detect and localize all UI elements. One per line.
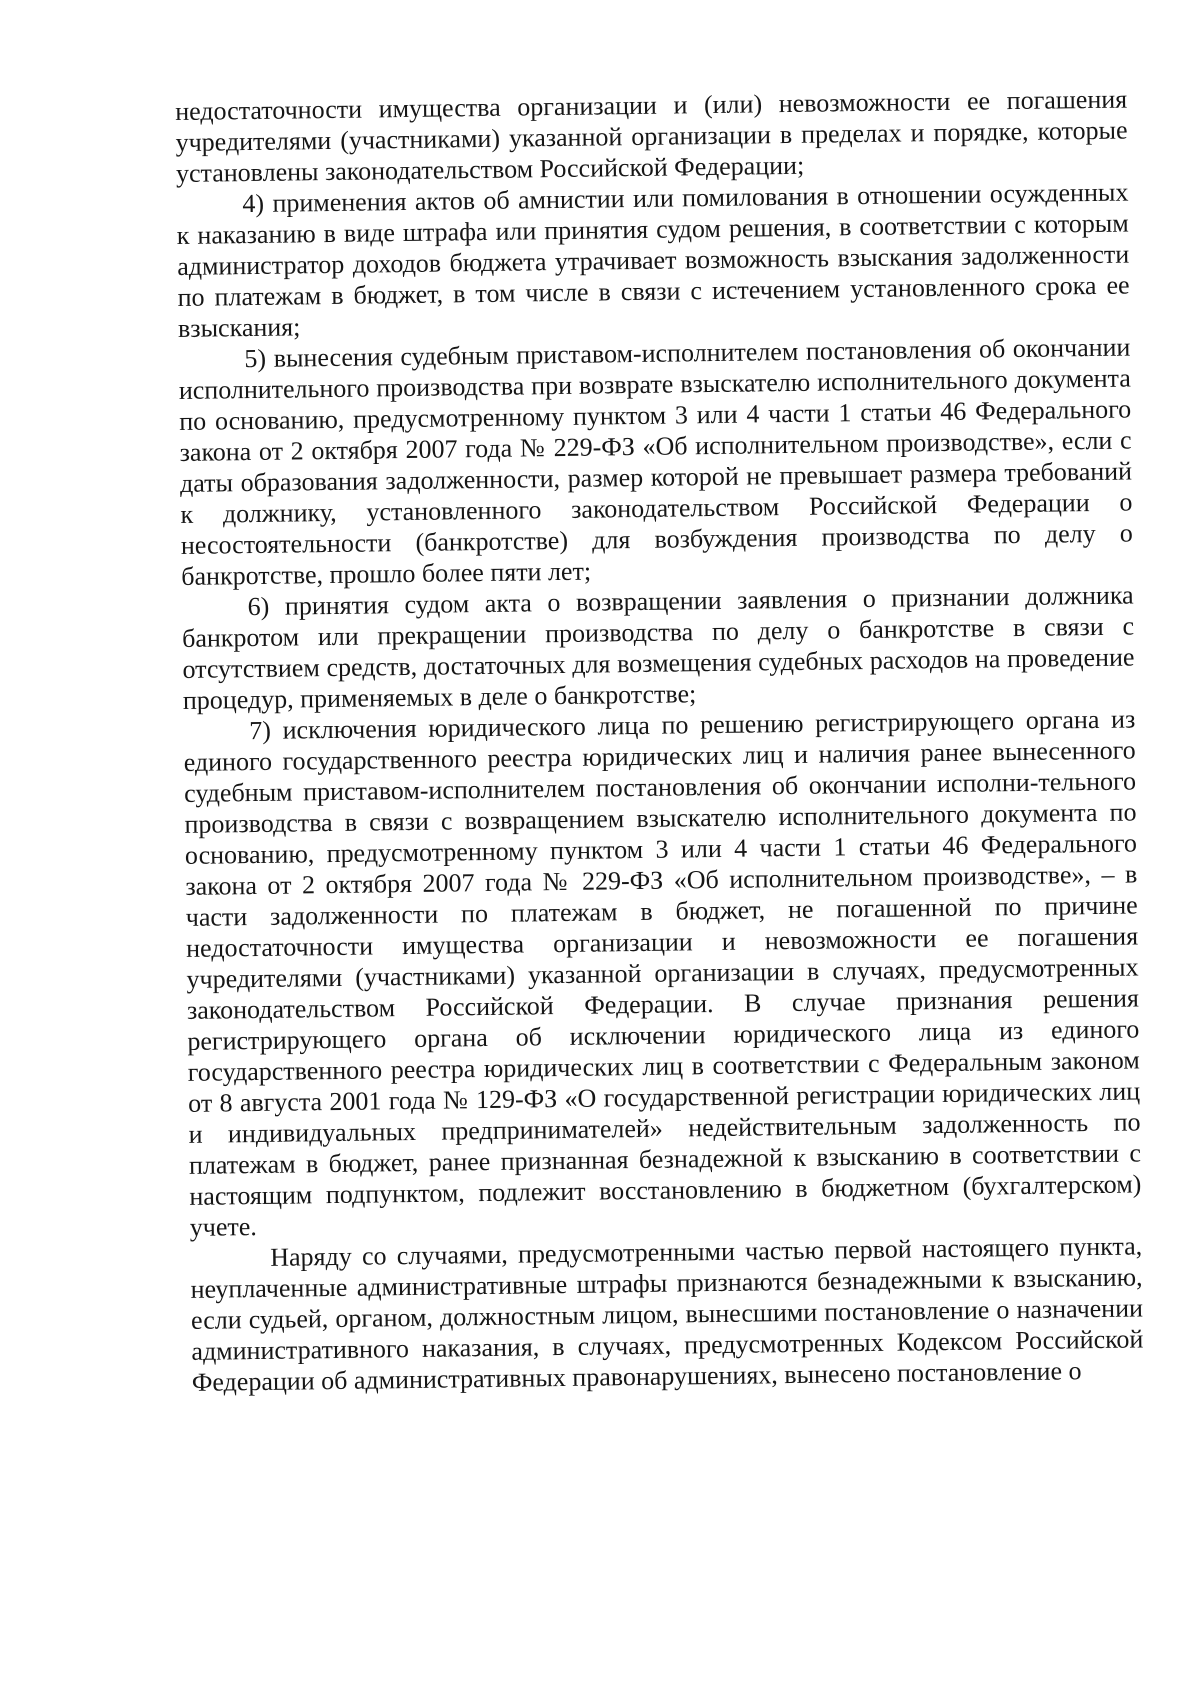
- paragraph-item-5: 5) вынесения судебным приставом-исполнителем постановления об окончании исполнительного производства при возврате взыскателю исполнительного документа по основанию, предусмотренному пунктом 3 или 4 части 1 статьи 46 Федерального закона от 2 октября 2007 года № 229-ФЗ «Об исполнительном производстве», если с даты образования задолженности, размер которой не превышает размера требований к должнику, установленного законодательством Российской Федерации о несостоятельности (банкротстве) для возбуждения производства по делу о банкротстве, прошло более пяти лет;: [178, 332, 1133, 591]
- paragraph-item-7: 7) исключения юридического лица по решению регистрирующего органа из единого государственного реестра юридических лиц и наличия ранее вынесенного судебным приставом-исполнителем постановления об окончании исполни-тельного производства в связи с возвращением взыскателю исполнительного документа по основанию, предусмотренному пунктом 3 или 4 части 1 статьи 46 Федерального закона от 2 октября 2007 года № 229-ФЗ «Об исполнительном производстве», – в части задолженности по платежам в бюджет, не погашенной по причине недостаточности имущества организации и невозможности ее погашения учредителями (участниками) указанной организации в случаях, предусмотренных законодательством Российской Федерации. В случае признания решения регистрирующего органа об исключении юридического лица из единого государственного реестра юридических лиц в соответствии с Федеральным законом от 8 августа 2001 года № 129-ФЗ «О государственной регистрации юридических лиц и индивидуальных предпринимателей» недействительным задолженность по платежам в бюджет, ранее признанная безнадежной к взысканию в соответствии с настоящим подпунктом, подлежит восстановлению в бюджетном (бухгалтерском) учете.: [183, 704, 1142, 1242]
- document-page: [175, 84, 1144, 1398]
- paragraph-administrative-fines: Наряду со случаями, предусмотренными частью первой настоящего пункта, неуплаченные административные штрафы признаются безнадежными к взысканию, если судьей, органом, должностным лицом, вынесшими постановление о назначении административного наказания, в случаях, предусмотренных Кодексом Российской Федерации об административных правонарушениях, вынесено постановление о: [190, 1231, 1144, 1397]
- paragraph-item-4: 4) применения актов об амнистии или помилования в отношении осужденных к наказанию в виде штрафа или принятия судом решения, в соответствии с которым администратор доходов бюджета утрачивает возможность взыскания задолженности по платежам в бюджет, в том числе в связи с истечением установленного срока ее взыскания;: [176, 177, 1130, 343]
- paragraph-item-6: 6) принятия судом акта о возвращении заявления о признании должника банкротом или прекращении производства по делу о банкротстве в связи с отсутствием средств, достаточных для возмещения судебных расходов на проведение процедур, применяемых в деле о банкротстве;: [181, 580, 1135, 715]
- paragraph-continuation: недостаточности имущества организации и (или) невозможности ее погашения учредителями (участниками) указанной организации в пределах и порядке, которые установлены законодательством Российской Федерации;: [175, 84, 1128, 188]
